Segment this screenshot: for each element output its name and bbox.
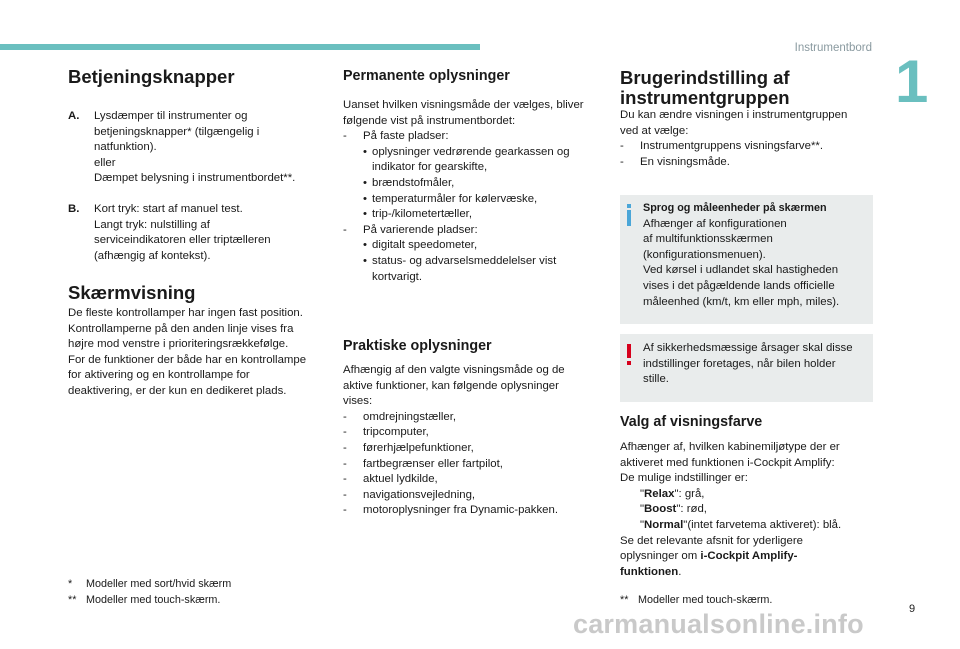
option-name: Normal (644, 518, 684, 531)
list-item-text: førerhjælpefunktioner, (363, 441, 474, 454)
item-a-line: Lysdæmper til instrumenter og (94, 110, 248, 122)
watermark: carmanualsonline.info (573, 609, 864, 639)
item-a-line: betjeningsknapper* (tilgængelig i (94, 125, 260, 138)
paragraph-line: højre mod venstre i prioriteringsrækkefølge. (68, 338, 289, 351)
item-b-line: (afhængig af kontekst). (94, 249, 211, 262)
info-note-title: Sprog og måleenheder på skærmen (643, 202, 827, 214)
info-icon (627, 204, 631, 226)
list-item-line: oplysninger vedrørende gearkassen og (372, 145, 570, 158)
item-b-line: Langt tryk: nulstilling af (94, 218, 210, 231)
heading-line: Brugerindstilling af (620, 67, 790, 88)
praktiske-body (343, 363, 605, 519)
option-normal (620, 518, 875, 534)
item-b-key: B. (68, 203, 80, 215)
item-a-line: Dæmpet belysning i instrumentbordet**. (94, 172, 296, 185)
list-item: • status- og advarselsmeddelelser vist kortvarigt. (363, 254, 605, 285)
footnote-2 (68, 593, 328, 609)
footnote-text: Modeller med sort/hvid skærm (86, 578, 232, 590)
list-item-text: fartbegrænser eller fartpilot, (363, 457, 503, 470)
praktiske-list (343, 410, 605, 519)
option-rest: (intet farvetema aktiveret): blå. (687, 518, 842, 531)
list-item-text (372, 145, 570, 176)
list-item: - navigationsvejledning, (343, 488, 605, 504)
skaermvisning-paragraph (68, 306, 330, 400)
paragraph-line: for aktivering og en kontrollampe for (68, 369, 250, 382)
heading-line: instrumentgruppen (620, 87, 790, 108)
heading-praktiske-oplysninger: Praktiske oplysninger (343, 338, 492, 354)
list-item: • digitalt speedometer, (363, 238, 605, 254)
list-item-text: temperaturmåler for kølervæske, (372, 192, 538, 205)
item-a-line: natfunktion). (94, 141, 157, 154)
paragraph-line (620, 549, 875, 565)
item-a-key: A. (68, 110, 80, 122)
list-item-text: Instrumentgruppens visningsfarve**. (640, 140, 823, 153)
option-boost (620, 502, 875, 518)
quote-mark: " (640, 503, 645, 516)
intro-line: vises: (343, 395, 373, 408)
list-item: • temperaturmåler for kølervæske, (363, 192, 605, 208)
paragraph-line: Afhænger af, hvilken kabinemiljøtype der er (620, 441, 840, 453)
arrow-icon (620, 518, 640, 534)
options-list (620, 139, 875, 170)
item-a-text (94, 109, 295, 187)
heading-betjeningsknapper: Betjeningsknapper (68, 66, 235, 87)
quote-mark: " (640, 487, 645, 500)
footnote-text: Modeller med touch-skærm. (86, 593, 221, 606)
intro-line: Du kan ændre visningen i instrumentgruppen (620, 109, 848, 121)
info-note-line: Ved kørsel i udlandet skal hastigheden (643, 264, 839, 277)
list-item: - motoroplysninger fra Dynamic-pakken. (343, 503, 605, 519)
option-rest: : rød, (680, 503, 707, 516)
info-note-text (643, 195, 873, 310)
item-b (68, 202, 328, 264)
list-item: • oplysninger vedrørende gearkassen og indikator for gearskifte, (363, 145, 605, 176)
list-item: • trip-/kilometertæller, (363, 207, 605, 223)
footnote-mark: * (68, 578, 73, 590)
list-item: - På faste pladser: (343, 129, 605, 145)
paragraph-line: deaktivering, er der kun en dedikeret plads. (68, 384, 287, 397)
warning-icon (627, 344, 631, 365)
list-item-line: indikator for gearskifte, (372, 161, 488, 174)
quote-mark: " (640, 518, 645, 531)
footnote-text: Modeller med touch-skærm. (638, 594, 773, 606)
paragraph-line: aktiveret med funktionen i-Cockpit Amplify: (620, 456, 835, 469)
warning-note-text (643, 334, 873, 388)
info-note-line: måleenhed (km/t, km eller mph, miles). (643, 295, 840, 308)
quote-mark: " (676, 503, 681, 516)
heading-skaermvisning: Skærmvisning (68, 282, 196, 303)
list-item: - omdrejningstæller, (343, 410, 605, 426)
heading-brugerindstilling (620, 68, 880, 108)
text-run-bold: i-Cockpit Amplify- (700, 550, 798, 563)
option-rest: : grå, (678, 487, 705, 500)
option-name: Boost (644, 503, 677, 516)
arrow-icon (620, 502, 640, 518)
brugerindstilling-body (620, 108, 875, 170)
list-item: - førerhjælpefunktioner, (343, 441, 605, 457)
paragraph-line: For de funktioner der både har en kontrollampe (68, 353, 307, 366)
info-note-line: Afhænger af konfigurationen (643, 217, 787, 230)
footnote-1 (68, 577, 328, 593)
item-b-text (94, 202, 271, 264)
variable-list (343, 223, 605, 239)
list-item: - fartbegrænser eller fartpilot, (343, 457, 605, 473)
list-item-line: status- og advarselsmeddelelser vist (372, 254, 557, 267)
list-item: - Instrumentgruppens visningsfarve**. (620, 139, 875, 155)
warning-note-line: Af sikkerhedsmæssige årsager skal disse (643, 342, 853, 354)
intro-line: følgende vist på instrumentbordet: (343, 114, 516, 127)
warning-note (620, 334, 873, 402)
list-item-text: motoroplysninger fra Dynamic-pakken. (363, 504, 558, 517)
list-item: • brændstofmåler, (363, 176, 605, 192)
list-item-text: tripcomputer, (363, 426, 429, 439)
footnote-mark: ** (620, 594, 629, 606)
warning-note-line: stille. (643, 373, 669, 386)
info-note (620, 195, 873, 324)
list-item-text: aktuel lydkilde, (363, 473, 438, 486)
variable-items (343, 238, 605, 285)
quote-mark: " (683, 518, 688, 531)
fixed-items (343, 145, 605, 223)
text-run: oplysninger om (620, 550, 701, 563)
option-relax (620, 487, 875, 503)
list-item-text: En visningsmåde. (640, 155, 730, 168)
visningsfarve-body (620, 440, 875, 580)
heading-valg-af-visningsfarve: Valg af visningsfarve (620, 414, 763, 430)
list-item-text: trip-/kilometertæller, (372, 208, 473, 221)
list-item-text: omdrejningstæller, (363, 410, 457, 423)
list-item: - aktuel lydkilde, (343, 472, 605, 488)
arrow-icon (620, 487, 640, 503)
info-note-line: af multifunktionsskærmen (643, 233, 773, 246)
paragraph-line: De mulige indstillinger er: (620, 472, 748, 485)
quote-mark: " (674, 487, 679, 500)
list-item-label: På varierende pladser: (363, 223, 478, 236)
intro-line: ved at vælge: (620, 124, 689, 137)
footnote-mark: ** (68, 593, 77, 606)
text-run-bold: funktionen (620, 565, 679, 578)
list-item: - En visningsmåde. (620, 155, 875, 171)
list-item: - På varierende pladser: (343, 223, 605, 239)
item-a-line: eller (94, 156, 116, 169)
warning-note-line: indstillinger foretages, når bilen holder (643, 357, 836, 370)
list-item-text: navigationsvejledning, (363, 488, 476, 501)
item-a (68, 109, 328, 187)
footnote-right (620, 593, 875, 609)
list-item-line: kortvarigt. (372, 270, 423, 283)
list-item-text: digitalt speedometer, (372, 239, 478, 252)
option-name: Relax (644, 487, 675, 500)
paragraph-line (620, 565, 875, 581)
text-run: . (678, 565, 682, 578)
fixed-list (343, 129, 605, 145)
list-item-text (372, 254, 556, 285)
list-item: - tripcomputer, (343, 425, 605, 441)
permanente-body (343, 98, 605, 285)
intro-line: aktive funktioner, kan følgende oplysninger (343, 379, 559, 392)
list-item-label: På faste pladser: (363, 130, 449, 143)
item-b-line: Kort tryk: start af manuel test. (94, 203, 243, 215)
info-note-line: (konfigurationsmenuen). (643, 248, 766, 261)
info-note-line: vises i det pågældende lands officielle (643, 279, 835, 292)
paragraph-line: De fleste kontrollamper har ingen fast position. (68, 307, 303, 319)
heading-permanente-oplysninger: Permanente oplysninger (343, 68, 510, 84)
paragraph-line: Kontrollamperne på den anden linje vises fra (68, 322, 294, 335)
item-b-line: serviceindikatoren eller triptælleren (94, 234, 271, 247)
intro-line: Afhængig af den valgte visningsmåde og de (343, 364, 565, 376)
intro-line: Uanset hvilken visningsmåde der vælges, bliver (343, 99, 584, 111)
paragraph-line: Se det relevante afsnit for yderligere (620, 534, 803, 547)
footnotes (68, 577, 328, 608)
list-item-text: brændstofmåler, (372, 176, 455, 189)
top-accent-bar (0, 44, 480, 50)
chapter-number: 1 (895, 48, 929, 115)
section-label: Instrumentbord (794, 42, 872, 54)
page-number: 9 (909, 603, 916, 615)
